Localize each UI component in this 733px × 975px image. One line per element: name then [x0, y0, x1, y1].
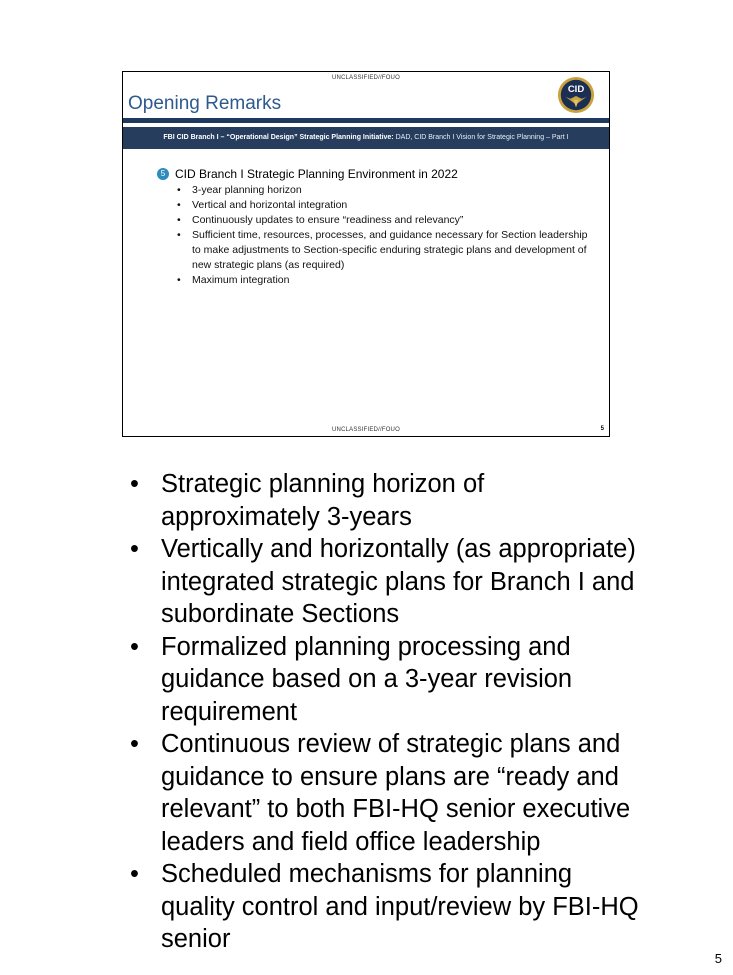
slide-page-number: 5 [600, 426, 604, 432]
cid-seal-logo [557, 76, 595, 114]
section-heading [157, 167, 597, 181]
slide-bullet: • 3-year planning horizon [177, 183, 597, 198]
banner-bold-text: FBI CID Branch I – “Operational Design” Strategic Planning Initiative: [163, 134, 394, 141]
section-heading-text: CID Branch I Strategic Planning Environment in 2022 [175, 167, 458, 181]
slide-thumbnail [122, 71, 610, 437]
header-rule [123, 118, 609, 123]
subtitle-banner [123, 127, 609, 149]
notes-bullet: • Scheduled mechanisms for planning quality control and input/review by FBI-HQ senior [130, 858, 650, 956]
slide-bullet: • Continuously updates to ensure “readiness and relevancy” [177, 213, 597, 228]
notes-bullet: • Formalized planning processing and guidance based on a 3-year revision requirement [130, 631, 650, 729]
page-number: 5 [714, 951, 722, 966]
slide-bullet: • Vertical and horizontal integration [177, 198, 597, 213]
slide-title: Opening Remarks [128, 93, 282, 114]
logo-text: CID [567, 84, 585, 96]
slide-bullet: • Maximum integration [177, 273, 597, 288]
section-number-badge: 5 [157, 168, 169, 180]
speaker-notes [130, 468, 650, 956]
notes-bullet: • Vertically and horizontally (as appropriate) integrated strategic plans for Branch I and subordinate Sections [130, 533, 650, 631]
notes-bullet: • Continuous review of strategic plans and guidance to ensure plans are “ready and relevant” to both FBI-HQ senior executive leaders and field office leadership [130, 728, 650, 858]
classification-header: UNCLASSIFIED//FOUO [332, 75, 400, 81]
slide-bullet: • Sufficient time, resources, processes, and guidance necessary for Section leadership to make adjustments to Section-specific enduring strategic plans and development of new strategic plans (as required) [177, 228, 597, 273]
classification-footer: UNCLASSIFIED//FOUO [332, 427, 400, 433]
slide-content [157, 167, 597, 288]
slide-bullet-list [157, 183, 597, 288]
notes-bullet: • Strategic planning horizon of approximately 3-years [130, 468, 650, 533]
banner-text: DAD, CID Branch I Vision for Strategic Planning – Part I [395, 134, 569, 141]
